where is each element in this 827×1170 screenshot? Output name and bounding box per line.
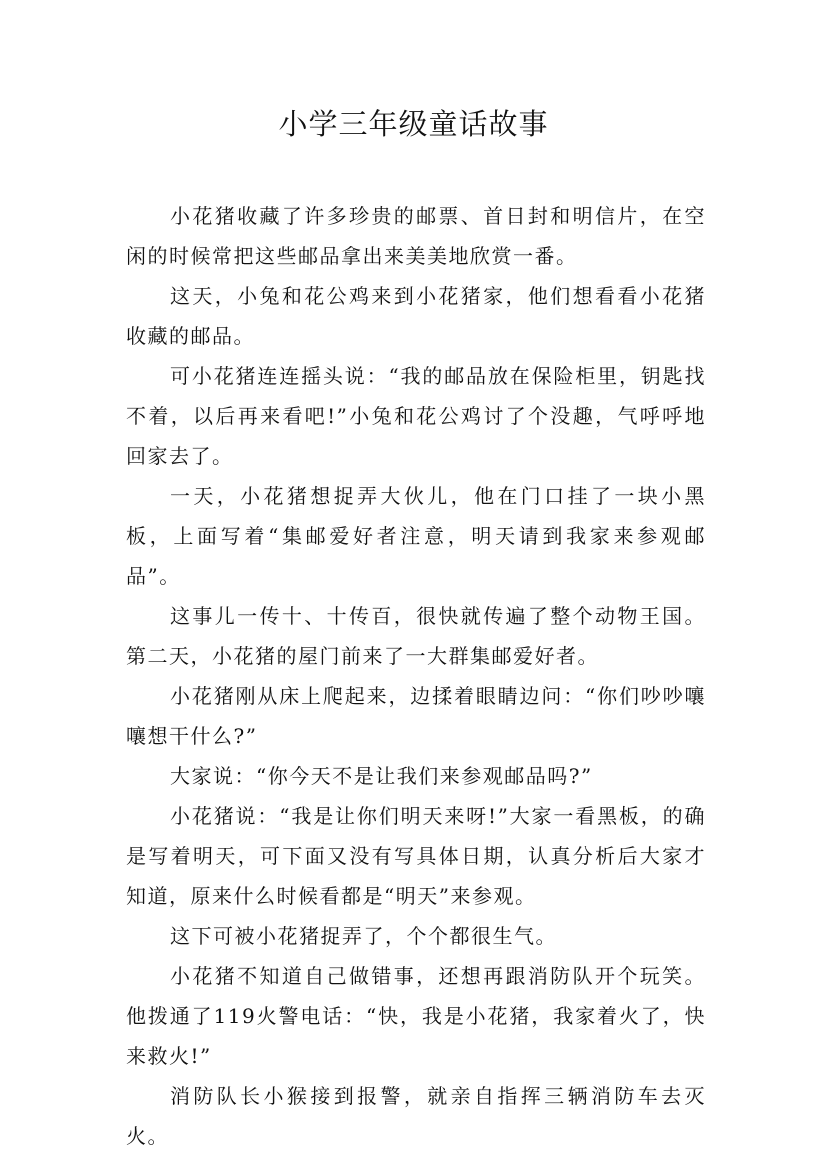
story-paragraph-7: 大家说：“你今天不是让我们来参观邮品吗?”	[170, 764, 593, 788]
story-paragraph-2: 这天，小兔和花公鸡来到小花猪家，他们想看看小花猪收藏的邮品。	[126, 284, 706, 348]
story-paragraph-1: 小花猪收藏了许多珍贵的邮票、首日封和明信片，在空闲的时候常把这些邮品拿出来美美地欣赏一番。	[126, 204, 706, 268]
story-paragraph-3: 可小花猪连连摇头说：“我的邮品放在保险柜里，钥匙找不着，以后再来看吧!”小兔和花公鸡讨了个没趣，气呼呼地回家去了。	[126, 364, 706, 468]
story-body	[126, 196, 706, 1156]
story-paragraph-11: 消防队长小猴接到报警，就亲自指挥三辆消防车去灭火。	[126, 1084, 706, 1148]
story-paragraph-5: 这事儿一传十、十传百，很快就传遍了整个动物王国。第二天，小花猪的屋门前来了一大群集邮爱好者。	[126, 604, 706, 668]
story-paragraph-6: 小花猪刚从床上爬起来，边揉着眼睛边问：“你们吵吵嚷嚷想干什么?”	[126, 684, 706, 748]
story-paragraph-4: 一天，小花猪想捉弄大伙儿，他在门口挂了一块小黑板，上面写着“集邮爱好者注意，明天请到我家来参观邮品”。	[126, 484, 706, 588]
story-paragraph-9: 这下可被小花猪捉弄了，个个都很生气。	[170, 924, 557, 948]
page-title: 小学三年级童话故事	[278, 107, 549, 141]
story-paragraph-10: 小花猪不知道自己做错事，还想再跟消防队开个玩笑。他拨通了119火警电话：“快，我是小花猪，我家着火了，快来救火!”	[126, 964, 706, 1068]
story-paragraph-8: 小花猪说：“我是让你们明天来呀!”大家一看黑板，的确是写着明天，可下面又没有写具体日期，认真分析后大家才知道，原来什么时候看都是“明天”来参观。	[126, 804, 706, 908]
